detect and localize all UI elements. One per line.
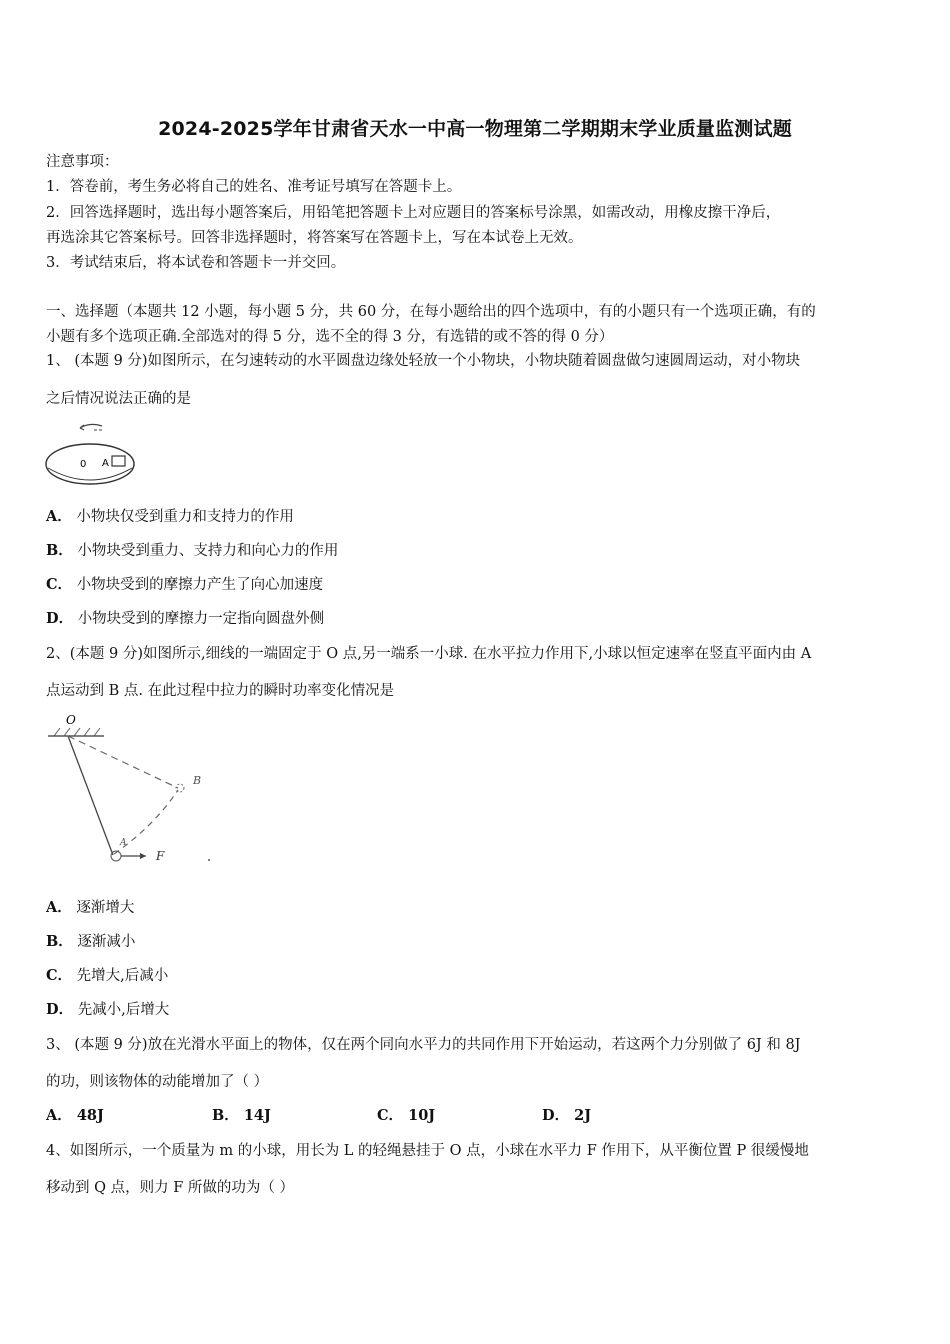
q3-option-a[interactable]: A． 48J: [46, 1107, 104, 1124]
page-title: 2024-2025学年甘肃省天水一中高一物理第二学期期末学业质量监测试题: [158, 118, 792, 140]
notice-line-2b: 再选涂其它答案标号。回答非选择题时，将答案写在答题卡上，写在本试卷上无效。: [46, 230, 583, 246]
q1-rotating-disk-figure: [40, 414, 150, 494]
q1-option-b[interactable]: B． 小物块受到重力、支持力和向心力的作用: [46, 542, 339, 559]
q1-label-a: A: [102, 458, 109, 469]
q3-option-b[interactable]: B． 14J: [212, 1107, 271, 1124]
notice-line-1: 1．答卷前，考生务必将自己的姓名、准考证号填写在答题卡上。: [46, 179, 462, 195]
section-heading-line-2: 小题有多个选项正确.全部选对的得 5 分，选不全的得 3 分，有选错的或不答的得 0 分）: [46, 329, 614, 345]
q2-pendulum-figure: [46, 708, 216, 868]
q1-option-d[interactable]: D． 小物块受到的摩擦力一定指向圆盘外侧: [46, 610, 325, 627]
q3-stem-line-2: 的功，则该物体的动能增加了（ ）: [46, 1074, 269, 1090]
q2-option-b[interactable]: B． 逐渐减小: [46, 933, 136, 950]
q2-label-o: O: [66, 713, 76, 727]
q2-option-c[interactable]: C． 先增大,后减小: [46, 967, 169, 984]
q2-label-f: F: [156, 849, 165, 863]
q3-stem-line-1: 3、 (本题 9 分)放在光滑水平面上的物体，仅在两个同向水平力的共同作用下开始运动，若这两个力分别做了 6J 和 8J: [46, 1037, 801, 1053]
q1-label-o: 0: [80, 459, 87, 470]
q1-option-c[interactable]: C． 小物块受到的摩擦力产生了向心加速度: [46, 576, 324, 593]
q2-option-a[interactable]: A． 逐渐增大: [46, 899, 135, 916]
q4-stem-line-2: 移动到 Q 点，则力 F 所做的功为（ ）: [46, 1180, 294, 1196]
q4-stem-line-1: 4、如图所示，一个质量为 m 的小球，用长为 L 的轻绳悬挂于 O 点，小球在水平力 F 作用下，从平衡位置 P 很缓慢地: [46, 1143, 809, 1159]
q1-stem-line-2: 之后情况说法正确的是: [46, 391, 191, 407]
notice-line-2a: 2．回答选择题时，选出每小题答案后，用铅笔把答题卡上对应题目的答案标号涂黑，如需改动，用橡皮擦干净后，: [46, 205, 781, 221]
notice-heading: 注意事项：: [46, 154, 119, 170]
q2-stem-line-1: 2、(本题 9 分)如图所示,细线的一端固定于 O 点,另一端系一小球. 在水平拉力作用下,小球以恒定速率在竖直平面内由 A: [46, 646, 812, 662]
q1-stem-line-1: 1、 (本题 9 分)如图所示，在匀速转动的水平圆盘边缘处轻放一个小物块，小物块随着圆盘做匀速圆周运动，对小物块: [46, 353, 801, 369]
q1-option-a[interactable]: A． 小物块仅受到重力和支持力的作用: [46, 508, 294, 525]
q2-option-d[interactable]: D． 先减小,后增大: [46, 1001, 170, 1018]
block-icon: [112, 456, 125, 466]
q3-option-c[interactable]: C． 10J: [377, 1107, 436, 1124]
q2-label-a: A: [120, 838, 127, 848]
q2-stem-line-2: 点运动到 B 点. 在此过程中拉力的瞬时功率变化情况是: [46, 683, 395, 699]
disk-ellipse: [46, 444, 134, 484]
q2-label-b: B: [193, 774, 202, 787]
q3-option-d[interactable]: D． 2J: [542, 1107, 592, 1124]
section-heading-line-1: 一、选择题（本题共 12 小题，每小题 5 分，共 60 分，在每小题给出的四个选项中，有的小题只有一个选项正确，有的: [46, 304, 816, 320]
notice-line-3: 3．考试结束后，将本试卷和答题卡一并交回。: [46, 255, 346, 271]
